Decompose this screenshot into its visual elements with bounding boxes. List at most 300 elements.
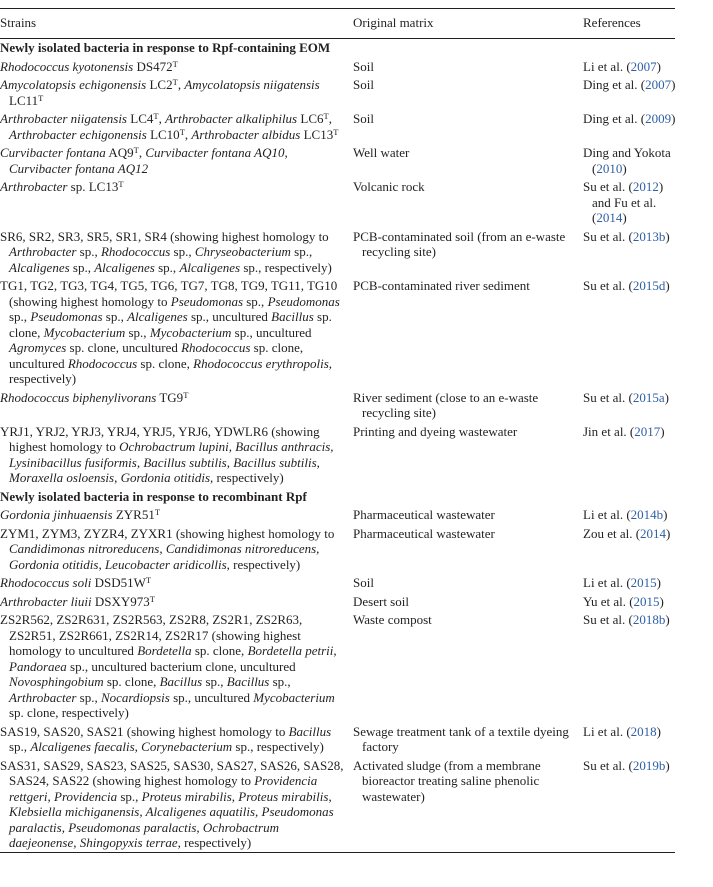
reference-cell xyxy=(583,575,713,591)
table-row xyxy=(0,178,675,228)
strain-line xyxy=(0,294,353,310)
taxon-name: Bacillus xyxy=(159,674,203,689)
table-header-row xyxy=(0,9,675,38)
strain-line xyxy=(0,705,353,721)
text-segment: sp. clone, xyxy=(137,355,194,371)
type-strain-mark: T xyxy=(323,110,329,121)
taxon-name: Providencia xyxy=(254,773,318,788)
taxon-name: Mycobacterium xyxy=(149,324,232,340)
text-segment: ZYR51 xyxy=(112,507,155,522)
text-segment: homology to uncultured xyxy=(9,643,138,658)
text-segment: sp., uncultured xyxy=(187,309,272,324)
original-matrix-line xyxy=(353,507,583,523)
strain-line xyxy=(0,739,353,755)
text-segment: ) xyxy=(665,228,670,244)
taxon-name: Arthrobacter alkaliphilus xyxy=(165,111,298,126)
taxon-name: Moraxella osloensis, Gordonia otitidis, xyxy=(9,470,214,485)
strain-line xyxy=(0,820,353,836)
reference-cell xyxy=(583,612,713,721)
table-row xyxy=(0,144,675,178)
strain-cell xyxy=(0,724,353,755)
table-row xyxy=(0,592,675,611)
text-segment: respectively) xyxy=(229,556,301,572)
text-segment: Li et al. ( xyxy=(583,723,631,739)
strain-cell xyxy=(0,179,353,226)
strain-line xyxy=(0,541,353,557)
text-segment: Yu et al. ( xyxy=(583,593,634,609)
section-heading-row xyxy=(0,487,675,506)
reference-cell xyxy=(583,526,713,573)
strains-column-header: Strains xyxy=(0,15,37,30)
text-segment: Su et al. ( xyxy=(583,278,633,293)
text-segment: SAS31, SAS29, SAS23, SAS25, SAS30, SAS27, SAS26, SAS28, xyxy=(0,757,344,773)
strain-line xyxy=(0,659,353,675)
original-matrix-line xyxy=(353,77,583,93)
text-segment: bioreactor treating saline phenolic xyxy=(362,773,540,788)
reference-line xyxy=(583,424,713,440)
table-body xyxy=(0,39,675,853)
taxon-name: Bordetella xyxy=(137,643,192,658)
taxon-name: Chryseobacterium xyxy=(194,244,291,259)
original-matrix-line xyxy=(353,739,583,755)
type-strain-mark: T xyxy=(154,506,161,517)
text-segment: , xyxy=(328,111,332,126)
reference-line xyxy=(583,526,713,542)
taxon-name: Arthrobacter echigonensis xyxy=(9,126,147,142)
strain-line xyxy=(0,356,353,372)
reference-line xyxy=(583,179,713,195)
text-segment: ) xyxy=(665,757,670,773)
strain-line xyxy=(0,789,353,805)
original-matrix-line xyxy=(353,278,583,294)
strain-line xyxy=(0,674,353,690)
text-segment: SAS24, SAS22 (showing highest homology to xyxy=(9,773,255,788)
text-segment: Soil xyxy=(353,575,374,590)
section-heading: Newly isolated bacteria in response to recombinant Rpf xyxy=(0,488,307,504)
text-segment: ) xyxy=(665,612,670,627)
text-segment: sp. xyxy=(313,309,332,324)
text-segment: sp. clone, xyxy=(250,340,304,355)
text-segment: LC2 xyxy=(146,77,173,92)
text-segment: ) xyxy=(664,389,669,405)
strain-cell xyxy=(0,77,353,108)
strain-line xyxy=(0,835,353,851)
reference-line xyxy=(583,229,713,245)
table-row xyxy=(0,277,675,389)
strain-line xyxy=(0,127,353,143)
strain-line xyxy=(0,59,353,75)
reference-year-link[interactable]: 2018 xyxy=(630,723,657,739)
original-matrix-cell xyxy=(353,111,583,142)
original-matrix-line xyxy=(353,724,583,740)
taxon-name: Arthrobacter liuii xyxy=(0,593,92,609)
reference-line xyxy=(583,111,713,127)
text-segment: sp., uncultured bacterium clone, uncultured xyxy=(66,658,296,674)
table-row xyxy=(0,422,675,487)
strain-cell xyxy=(0,145,353,176)
taxon-name: Pseudomonas xyxy=(30,309,103,324)
strain-line xyxy=(0,340,353,356)
original-matrix-line xyxy=(353,575,583,591)
text-segment: sp., xyxy=(202,674,227,689)
text-segment: respectively) xyxy=(180,835,252,850)
reference-line xyxy=(583,724,713,740)
taxon-name: Alcaligenes xyxy=(9,259,70,275)
type-strain-mark: T xyxy=(183,389,189,400)
original-matrix-cell xyxy=(353,229,583,276)
reference-cell xyxy=(583,424,713,486)
original-matrix-line xyxy=(353,111,583,127)
text-segment: ) xyxy=(671,77,676,92)
text-segment: sp., xyxy=(125,324,150,340)
text-segment: ) xyxy=(666,525,671,541)
taxon-name: Mycobacterium xyxy=(43,324,126,340)
strain-line xyxy=(0,628,353,644)
strain-cell xyxy=(0,612,353,721)
strain-cell xyxy=(0,507,353,523)
original-matrix-line xyxy=(353,179,583,195)
taxon-name: Rhodococcus kyotonensis xyxy=(0,58,134,74)
text-segment: wastewater) xyxy=(362,788,425,804)
type-strain-mark: T xyxy=(172,58,178,69)
text-segment: , xyxy=(177,77,185,92)
text-segment: Well water xyxy=(353,145,410,160)
reference-cell xyxy=(583,59,713,75)
type-strain-mark: T xyxy=(133,144,139,155)
strain-cell xyxy=(0,111,353,142)
text-segment: ) xyxy=(656,58,661,74)
strain-line xyxy=(0,161,353,177)
taxon-name: Gordonia otitidis, Leucobacter aridicollis, xyxy=(9,556,230,572)
text-segment: Soil xyxy=(353,111,374,126)
table-row xyxy=(0,388,675,422)
original-matrix-cell xyxy=(353,278,583,387)
text-segment: AQ9 xyxy=(105,145,134,160)
strain-line xyxy=(0,643,353,659)
reference-year-link[interactable]: 2014 xyxy=(640,525,667,541)
text-segment: Su et al. ( xyxy=(583,228,633,244)
text-segment: Desert soil xyxy=(353,593,409,609)
reference-line xyxy=(583,210,713,226)
text-segment: sp. clone, uncultured xyxy=(66,340,182,355)
text-segment: sp., xyxy=(9,739,31,754)
taxon-name: Arthrobacter xyxy=(9,689,77,705)
table-row xyxy=(0,574,675,593)
text-segment: sp., xyxy=(69,259,95,275)
text-segment: Ding et al. ( xyxy=(583,77,646,92)
strain-line xyxy=(0,309,353,325)
taxon-name: Agromyces xyxy=(9,340,67,355)
original-matrix-line xyxy=(353,526,583,542)
type-strain-mark: T xyxy=(38,92,44,103)
reference-year-link[interactable]: 2014 xyxy=(596,210,623,225)
reference-year-link[interactable]: 2015 xyxy=(633,593,660,609)
text-segment: Su et al. ( xyxy=(583,179,633,194)
taxon-name: Pseudomonas xyxy=(170,293,243,309)
taxon-name: Rhodococcus xyxy=(100,244,171,259)
strain-line xyxy=(0,526,353,542)
text-segment: , xyxy=(184,126,192,142)
text-segment: Jin et al. ( xyxy=(583,423,635,439)
reference-year-link[interactable]: 2015 xyxy=(630,575,657,590)
table-bottom-rule xyxy=(0,852,675,853)
strain-cell xyxy=(0,758,353,851)
strain-cell xyxy=(0,526,353,573)
strain-cell xyxy=(0,594,353,610)
reference-year-link[interactable]: 2007 xyxy=(630,58,657,74)
text-segment: Soil xyxy=(353,77,374,92)
section-heading-row xyxy=(0,39,675,58)
table-row xyxy=(0,76,675,110)
reference-line xyxy=(583,145,713,161)
text-segment: sp. LC13 xyxy=(67,179,119,194)
section-heading: Newly isolated bacteria in response to Rpf-containing EOM xyxy=(0,40,331,55)
reference-year-link[interactable]: 2013b xyxy=(632,228,666,244)
text-segment: ) xyxy=(671,111,676,126)
text-segment: ) xyxy=(656,723,661,739)
original-matrix-line xyxy=(353,594,583,610)
taxon-name: Proteus mirabilis, Proteus mirabilis, xyxy=(141,788,332,804)
text-segment: sp., xyxy=(290,244,313,259)
original-matrix-column-header: Original matrix xyxy=(353,15,434,30)
strain-line xyxy=(0,724,353,740)
original-matrix-cell xyxy=(353,145,583,176)
text-segment: , xyxy=(158,111,166,126)
text-segment: Ding and Yokota xyxy=(583,145,671,160)
strain-cell xyxy=(0,59,353,75)
strain-line xyxy=(0,507,353,523)
reference-cell xyxy=(583,111,713,142)
original-matrix-line xyxy=(353,229,583,245)
taxon-name: Gordonia jinhuaensis xyxy=(0,507,113,522)
text-segment: ) xyxy=(665,278,670,293)
strain-cell xyxy=(0,575,353,591)
strain-line xyxy=(0,455,353,471)
strain-line xyxy=(0,145,353,161)
text-segment: sp. clone, xyxy=(191,643,248,658)
original-matrix-cell xyxy=(353,612,583,721)
strain-line xyxy=(0,93,353,109)
text-segment: DS472 xyxy=(133,58,173,74)
strain-line xyxy=(0,260,353,276)
taxon-name: Alcaligenes faecalis xyxy=(30,739,135,754)
original-matrix-cell xyxy=(353,179,583,226)
reference-cell xyxy=(583,390,713,421)
text-segment: ZYM1, ZYM3, ZYZR4, ZYXR1 (showing highest homology to xyxy=(0,525,335,541)
strain-line xyxy=(0,470,353,486)
text-segment: factory xyxy=(362,739,399,754)
type-strain-mark: T xyxy=(172,76,178,87)
taxon-name: Nocardiopsis xyxy=(100,689,170,705)
text-segment: Su et al. ( xyxy=(583,612,633,627)
original-matrix-cell xyxy=(353,77,583,108)
taxon-name: Curvibacter fontana AQ12 xyxy=(9,160,149,176)
text-segment: ) xyxy=(656,575,661,590)
original-matrix-line xyxy=(353,612,583,628)
strain-cell xyxy=(0,424,353,486)
reference-cell xyxy=(583,145,713,176)
strain-line xyxy=(0,758,353,774)
taxon-name: Candidimonas nitroreducens, Candidimonas nitroreducens, xyxy=(9,541,320,556)
original-matrix-cell xyxy=(353,59,583,75)
text-segment: Printing and dyeing wastewater xyxy=(353,423,518,439)
reference-year-link[interactable]: 2009 xyxy=(645,111,672,126)
original-matrix-line xyxy=(353,390,583,406)
reference-year-link[interactable]: 2015d xyxy=(632,278,666,293)
original-matrix-cell xyxy=(353,526,583,573)
reference-cell xyxy=(583,758,713,851)
strain-cell xyxy=(0,278,353,387)
text-segment: DSD51W xyxy=(91,575,146,590)
text-segment: Soil xyxy=(353,58,374,74)
text-segment: , xyxy=(134,739,142,754)
strain-line xyxy=(0,804,353,820)
text-segment: YRJ1, YRJ2, YRJ3, YRJ4, YRJ5, YRJ6, YDWLR6 (showing xyxy=(0,423,320,439)
text-segment: ( xyxy=(592,210,597,225)
text-segment: sp. clone, xyxy=(103,674,160,689)
taxon-name: Rhodococcus biphenylivorans xyxy=(0,389,157,405)
reference-cell xyxy=(583,179,713,226)
text-segment: sp., xyxy=(243,293,268,309)
table-row xyxy=(0,506,675,525)
text-segment: sp., xyxy=(9,309,31,324)
reference-year-link[interactable]: 2019b xyxy=(632,757,666,773)
taxon-name: Arthrobacter niigatensis xyxy=(0,111,127,126)
table-row xyxy=(0,110,675,144)
reference-line xyxy=(583,507,713,523)
text-segment: , xyxy=(138,145,146,160)
strain-line xyxy=(0,371,353,387)
type-strain-mark: T xyxy=(145,574,152,585)
reference-line xyxy=(583,77,713,93)
strain-line xyxy=(0,229,353,245)
taxon-name: Alcaligenes xyxy=(179,259,241,275)
taxon-name: Rhodococcus xyxy=(67,355,138,371)
text-segment: LC11 xyxy=(9,92,39,108)
reference-line xyxy=(583,161,713,177)
original-matrix-cell xyxy=(353,724,583,755)
reference-year-link[interactable]: 2015a xyxy=(632,389,665,405)
original-matrix-line xyxy=(353,758,583,774)
text-segment: respectively) xyxy=(213,470,284,485)
reference-line xyxy=(583,594,713,610)
taxon-name: daejeonense, Shingopyxis terrae, xyxy=(9,835,181,850)
table-row xyxy=(0,722,675,756)
strain-line xyxy=(0,111,353,127)
text-segment: Pharmaceutical wastewater xyxy=(353,507,495,522)
text-segment: sp., xyxy=(117,788,142,804)
text-segment: PCB-contaminated soil (from an e-waste xyxy=(353,228,566,244)
taxon-name: Mycobacterium xyxy=(253,689,335,705)
text-segment: sp., xyxy=(76,689,101,705)
taxon-name: Amycolatopsis niigatensis xyxy=(184,77,320,92)
text-segment: Sewage treatment tank of a textile dyeing xyxy=(353,723,569,739)
taxon-name: Alcaligenes xyxy=(94,259,155,275)
text-segment: ) xyxy=(622,160,627,176)
text-segment: ZS2R562, ZS2R631, ZS2R563, ZS2R8, ZS2R1, ZS2R63, xyxy=(0,612,303,627)
reference-year-link[interactable]: 2012 xyxy=(632,179,659,194)
references-column-header: References xyxy=(583,15,641,30)
text-segment: ) xyxy=(663,507,668,522)
taxon-name: Amycolatopsis echigonensis xyxy=(0,77,147,92)
type-strain-mark: T xyxy=(149,593,155,604)
original-matrix-cell xyxy=(353,594,583,610)
text-segment: Li et al. ( xyxy=(583,575,631,590)
text-segment: Pharmaceutical wastewater xyxy=(353,525,495,541)
table-row xyxy=(0,524,675,574)
strain-line xyxy=(0,557,353,573)
original-matrix-line xyxy=(353,773,583,789)
strain-line xyxy=(0,77,353,93)
text-segment: sp. clone, respectively) xyxy=(9,705,129,720)
text-segment: DSXY973 xyxy=(91,593,150,609)
reference-year-link[interactable]: 2010 xyxy=(596,160,623,176)
text-segment: sp., xyxy=(269,674,291,689)
reference-year-link[interactable]: 2017 xyxy=(634,423,661,439)
text-segment: sp., xyxy=(154,259,180,275)
reference-cell xyxy=(583,278,713,387)
text-segment: ZS2R51, ZS2R661, ZS2R14, ZS2R17 (showing highest xyxy=(9,627,301,643)
type-strain-mark: T xyxy=(153,110,159,121)
reference-line xyxy=(583,575,713,591)
strain-line xyxy=(0,424,353,440)
original-matrix-cell xyxy=(353,575,583,591)
original-matrix-line xyxy=(353,789,583,805)
taxon-name: rettgeri, Providencia xyxy=(9,788,118,804)
original-matrix-line xyxy=(353,244,583,260)
strain-line xyxy=(0,179,353,195)
strain-line xyxy=(0,278,353,294)
reference-line xyxy=(583,390,713,406)
original-matrix-cell xyxy=(353,390,583,421)
text-segment: , xyxy=(333,643,337,658)
table-row xyxy=(0,756,675,852)
taxon-name: Curvibacter fontana AQ10, xyxy=(145,145,288,160)
taxon-name: Ochrobactrum lupini, Bacillus anthracis, xyxy=(119,439,334,454)
text-segment: Zou et al. ( xyxy=(583,525,641,541)
strain-line xyxy=(0,594,353,610)
text-segment: (showing highest homology to xyxy=(9,293,171,309)
text-segment: Waste compost xyxy=(353,612,432,627)
text-segment: Ding et al. ( xyxy=(583,111,646,126)
original-matrix-line xyxy=(353,145,583,161)
reference-cell xyxy=(583,724,713,755)
reference-year-link[interactable]: 2018b xyxy=(632,612,666,627)
reference-year-link[interactable]: 2014b xyxy=(630,507,664,522)
text-segment: ) xyxy=(659,593,664,609)
text-segment: and Fu et al. xyxy=(592,194,657,210)
type-strain-mark: T xyxy=(333,126,339,137)
text-segment: sp., respectively) xyxy=(232,739,324,754)
taxon-name: Rhodococcus erythropolis, xyxy=(193,355,333,371)
reference-year-link[interactable]: 2007 xyxy=(645,77,672,92)
text-segment: LC13 xyxy=(300,126,334,142)
text-segment: Li et al. ( xyxy=(583,58,631,74)
text-segment: respectively) xyxy=(9,371,77,386)
taxon-name: Rhodococcus xyxy=(181,340,251,355)
text-segment: LC10 xyxy=(146,126,180,142)
strain-line xyxy=(0,244,353,260)
text-segment: Volcanic rock xyxy=(353,179,425,194)
text-segment: sp., xyxy=(76,244,101,259)
type-strain-mark: T xyxy=(118,178,124,189)
reference-line xyxy=(583,612,713,628)
strain-line xyxy=(0,690,353,706)
strain-cell xyxy=(0,229,353,276)
text-segment: ) xyxy=(658,179,664,194)
taxon-name: Novosphingobium xyxy=(9,674,104,689)
text-segment: sp., respectively) xyxy=(240,259,332,275)
